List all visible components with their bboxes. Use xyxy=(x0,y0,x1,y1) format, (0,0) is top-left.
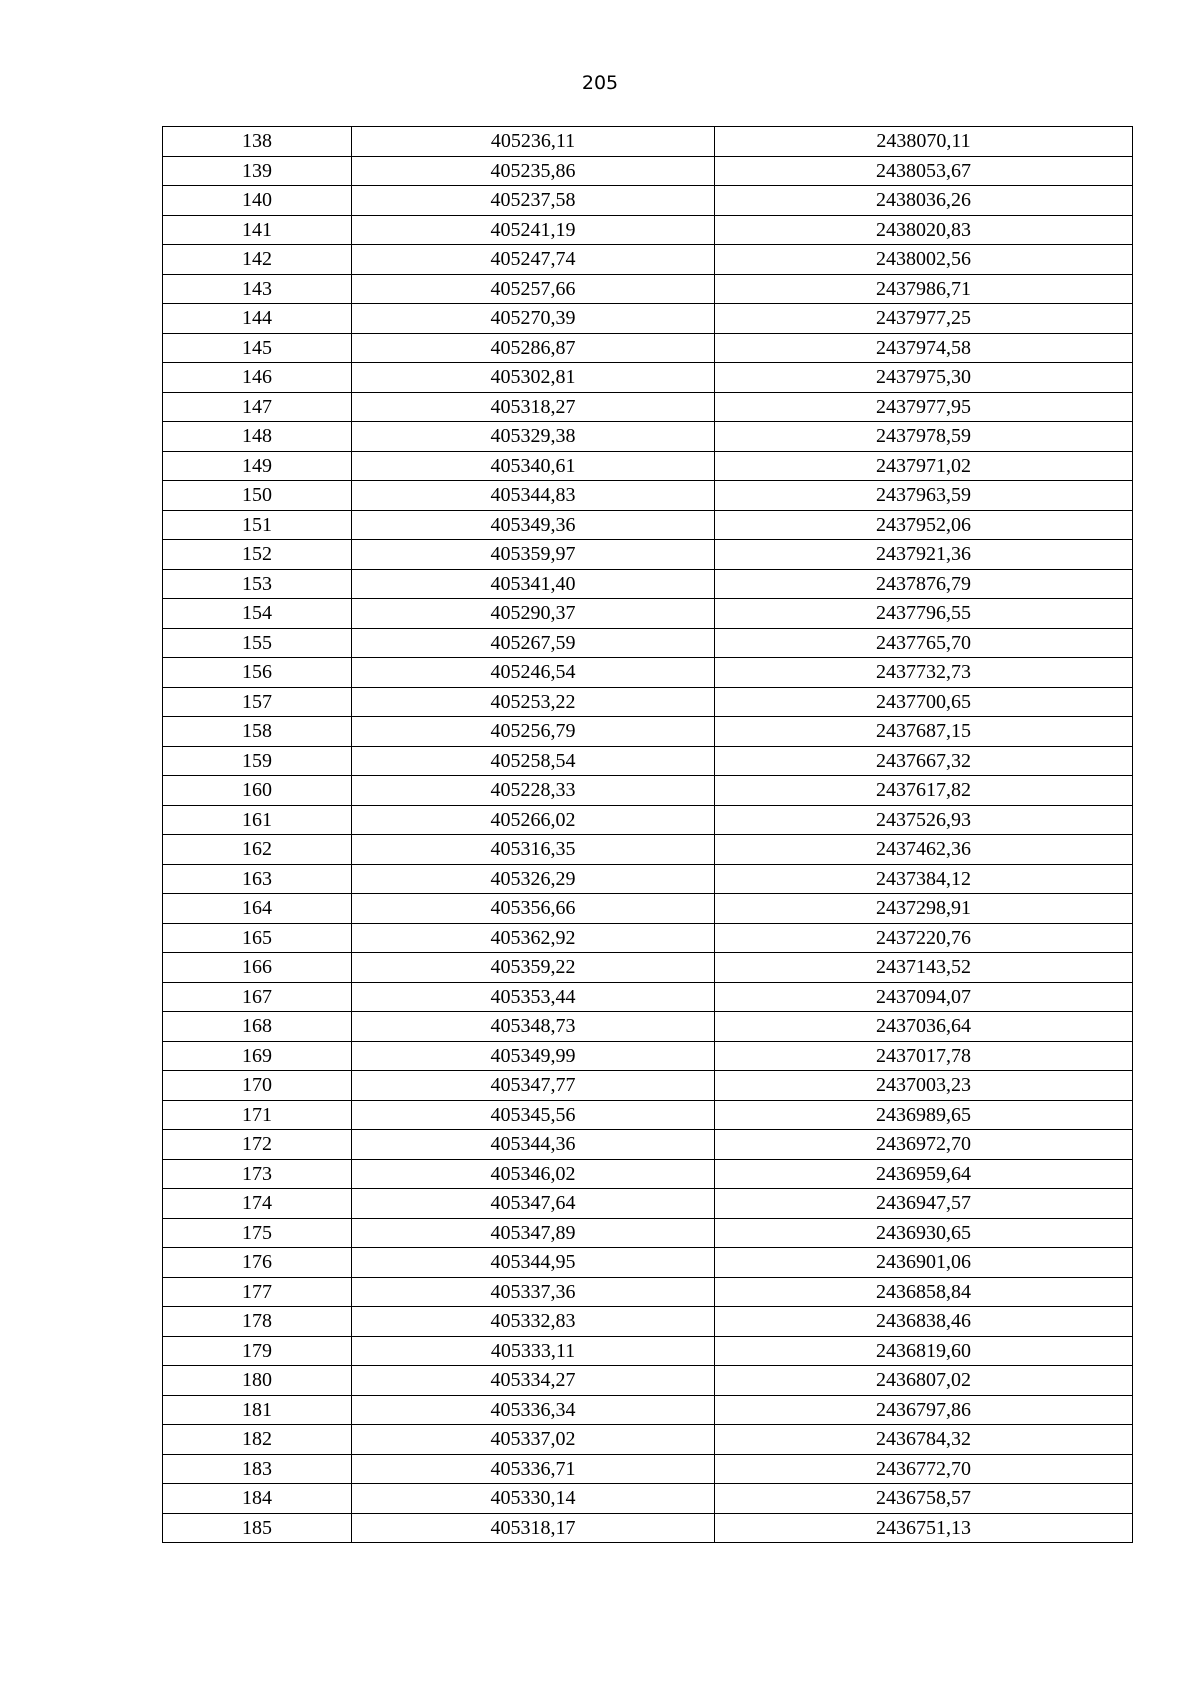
x-coordinate-cell: 405302,81 xyxy=(352,363,715,393)
x-coordinate-cell: 405345,56 xyxy=(352,1100,715,1130)
point-number-cell: 162 xyxy=(163,835,352,865)
point-number-cell: 140 xyxy=(163,186,352,216)
point-number-cell: 174 xyxy=(163,1189,352,1219)
point-number-cell: 160 xyxy=(163,776,352,806)
x-coordinate-cell: 405346,02 xyxy=(352,1159,715,1189)
x-coordinate-cell: 405353,44 xyxy=(352,982,715,1012)
x-coordinate-cell: 405334,27 xyxy=(352,1366,715,1396)
y-coordinate-cell: 2438020,83 xyxy=(715,215,1133,245)
point-number-cell: 154 xyxy=(163,599,352,629)
y-coordinate-cell: 2436989,65 xyxy=(715,1100,1133,1130)
x-coordinate-cell: 405336,34 xyxy=(352,1395,715,1425)
point-number-cell: 165 xyxy=(163,923,352,953)
y-coordinate-cell: 2437617,82 xyxy=(715,776,1133,806)
y-coordinate-cell: 2437732,73 xyxy=(715,658,1133,688)
y-coordinate-cell: 2437003,23 xyxy=(715,1071,1133,1101)
x-coordinate-cell: 405316,35 xyxy=(352,835,715,865)
y-coordinate-cell: 2436901,06 xyxy=(715,1248,1133,1278)
table-row xyxy=(163,835,1133,865)
x-coordinate-cell: 405235,86 xyxy=(352,156,715,186)
y-coordinate-cell: 2437978,59 xyxy=(715,422,1133,452)
table-row xyxy=(163,628,1133,658)
point-number-cell: 175 xyxy=(163,1218,352,1248)
x-coordinate-cell: 405253,22 xyxy=(352,687,715,717)
table-row xyxy=(163,274,1133,304)
point-number-cell: 149 xyxy=(163,451,352,481)
y-coordinate-cell: 2437298,91 xyxy=(715,894,1133,924)
point-number-cell: 156 xyxy=(163,658,352,688)
table-row xyxy=(163,894,1133,924)
x-coordinate-cell: 405326,29 xyxy=(352,864,715,894)
y-coordinate-cell: 2436807,02 xyxy=(715,1366,1133,1396)
x-coordinate-cell: 405329,38 xyxy=(352,422,715,452)
point-number-cell: 141 xyxy=(163,215,352,245)
coordinates-table xyxy=(162,126,1133,1543)
x-coordinate-cell: 405349,36 xyxy=(352,510,715,540)
x-coordinate-cell: 405267,59 xyxy=(352,628,715,658)
y-coordinate-cell: 2437700,65 xyxy=(715,687,1133,717)
point-number-cell: 148 xyxy=(163,422,352,452)
x-coordinate-cell: 405241,19 xyxy=(352,215,715,245)
x-coordinate-cell: 405344,83 xyxy=(352,481,715,511)
x-coordinate-cell: 405344,36 xyxy=(352,1130,715,1160)
table-row xyxy=(163,333,1133,363)
table-row xyxy=(163,1159,1133,1189)
table-row xyxy=(163,422,1133,452)
x-coordinate-cell: 405237,58 xyxy=(352,186,715,216)
table-row xyxy=(163,540,1133,570)
point-number-cell: 170 xyxy=(163,1071,352,1101)
point-number-cell: 171 xyxy=(163,1100,352,1130)
table-row xyxy=(163,1307,1133,1337)
table-row xyxy=(163,1189,1133,1219)
table-row xyxy=(163,805,1133,835)
table-row xyxy=(163,953,1133,983)
y-coordinate-cell: 2438002,56 xyxy=(715,245,1133,275)
table-row xyxy=(163,1366,1133,1396)
table-row xyxy=(163,1513,1133,1543)
x-coordinate-cell: 405348,73 xyxy=(352,1012,715,1042)
y-coordinate-cell: 2436772,70 xyxy=(715,1454,1133,1484)
y-coordinate-cell: 2437796,55 xyxy=(715,599,1133,629)
table-row xyxy=(163,245,1133,275)
point-number-cell: 185 xyxy=(163,1513,352,1543)
point-number-cell: 176 xyxy=(163,1248,352,1278)
coordinates-table-body xyxy=(163,127,1133,1543)
point-number-cell: 178 xyxy=(163,1307,352,1337)
y-coordinate-cell: 2437765,70 xyxy=(715,628,1133,658)
table-row xyxy=(163,658,1133,688)
point-number-cell: 179 xyxy=(163,1336,352,1366)
x-coordinate-cell: 405347,64 xyxy=(352,1189,715,1219)
y-coordinate-cell: 2437963,59 xyxy=(715,481,1133,511)
point-number-cell: 172 xyxy=(163,1130,352,1160)
x-coordinate-cell: 405356,66 xyxy=(352,894,715,924)
table-row xyxy=(163,451,1133,481)
point-number-cell: 145 xyxy=(163,333,352,363)
x-coordinate-cell: 405359,22 xyxy=(352,953,715,983)
y-coordinate-cell: 2437017,78 xyxy=(715,1041,1133,1071)
point-number-cell: 147 xyxy=(163,392,352,422)
point-number-cell: 168 xyxy=(163,1012,352,1042)
point-number-cell: 143 xyxy=(163,274,352,304)
point-number-cell: 164 xyxy=(163,894,352,924)
x-coordinate-cell: 405347,89 xyxy=(352,1218,715,1248)
y-coordinate-cell: 2437687,15 xyxy=(715,717,1133,747)
x-coordinate-cell: 405290,37 xyxy=(352,599,715,629)
table-row xyxy=(163,1248,1133,1278)
y-coordinate-cell: 2437526,93 xyxy=(715,805,1133,835)
table-row xyxy=(163,1071,1133,1101)
page-number: 205 xyxy=(581,72,619,94)
x-coordinate-cell: 405349,99 xyxy=(352,1041,715,1071)
y-coordinate-cell: 2437974,58 xyxy=(715,333,1133,363)
table-row xyxy=(163,1041,1133,1071)
point-number-cell: 183 xyxy=(163,1454,352,1484)
y-coordinate-cell: 2437667,32 xyxy=(715,746,1133,776)
y-coordinate-cell: 2437921,36 xyxy=(715,540,1133,570)
y-coordinate-cell: 2437975,30 xyxy=(715,363,1133,393)
table-row xyxy=(163,717,1133,747)
table-row xyxy=(163,569,1133,599)
table-row xyxy=(163,481,1133,511)
x-coordinate-cell: 405333,11 xyxy=(352,1336,715,1366)
table-row xyxy=(163,186,1133,216)
y-coordinate-cell: 2437986,71 xyxy=(715,274,1133,304)
y-coordinate-cell: 2436947,57 xyxy=(715,1189,1133,1219)
y-coordinate-cell: 2438053,67 xyxy=(715,156,1133,186)
point-number-cell: 155 xyxy=(163,628,352,658)
x-coordinate-cell: 405337,36 xyxy=(352,1277,715,1307)
point-number-cell: 150 xyxy=(163,481,352,511)
y-coordinate-cell: 2436784,32 xyxy=(715,1425,1133,1455)
table-row xyxy=(163,304,1133,334)
point-number-cell: 167 xyxy=(163,982,352,1012)
y-coordinate-cell: 2436838,46 xyxy=(715,1307,1133,1337)
table-row xyxy=(163,1012,1133,1042)
y-coordinate-cell: 2437971,02 xyxy=(715,451,1133,481)
y-coordinate-cell: 2437384,12 xyxy=(715,864,1133,894)
table-row xyxy=(163,1484,1133,1514)
table-row xyxy=(163,923,1133,953)
x-coordinate-cell: 405318,17 xyxy=(352,1513,715,1543)
table-row xyxy=(163,776,1133,806)
x-coordinate-cell: 405266,02 xyxy=(352,805,715,835)
y-coordinate-cell: 2437977,95 xyxy=(715,392,1133,422)
y-coordinate-cell: 2438070,11 xyxy=(715,127,1133,157)
table-row xyxy=(163,746,1133,776)
table-row xyxy=(163,363,1133,393)
point-number-cell: 161 xyxy=(163,805,352,835)
point-number-cell: 153 xyxy=(163,569,352,599)
x-coordinate-cell: 405347,77 xyxy=(352,1071,715,1101)
x-coordinate-cell: 405270,39 xyxy=(352,304,715,334)
y-coordinate-cell: 2436797,86 xyxy=(715,1395,1133,1425)
x-coordinate-cell: 405318,27 xyxy=(352,392,715,422)
x-coordinate-cell: 405362,92 xyxy=(352,923,715,953)
table-row xyxy=(163,1218,1133,1248)
table-row xyxy=(163,687,1133,717)
table-row xyxy=(163,215,1133,245)
table-row xyxy=(163,127,1133,157)
x-coordinate-cell: 405330,14 xyxy=(352,1484,715,1514)
y-coordinate-cell: 2436930,65 xyxy=(715,1218,1133,1248)
table-row xyxy=(163,1336,1133,1366)
y-coordinate-cell: 2436972,70 xyxy=(715,1130,1133,1160)
y-coordinate-cell: 2437876,79 xyxy=(715,569,1133,599)
table-row xyxy=(163,1130,1133,1160)
point-number-cell: 181 xyxy=(163,1395,352,1425)
y-coordinate-cell: 2437036,64 xyxy=(715,1012,1133,1042)
point-number-cell: 184 xyxy=(163,1484,352,1514)
point-number-cell: 180 xyxy=(163,1366,352,1396)
y-coordinate-cell: 2436751,13 xyxy=(715,1513,1133,1543)
y-coordinate-cell: 2436959,64 xyxy=(715,1159,1133,1189)
point-number-cell: 151 xyxy=(163,510,352,540)
y-coordinate-cell: 2436758,57 xyxy=(715,1484,1133,1514)
x-coordinate-cell: 405286,87 xyxy=(352,333,715,363)
x-coordinate-cell: 405337,02 xyxy=(352,1425,715,1455)
y-coordinate-cell: 2437462,36 xyxy=(715,835,1133,865)
point-number-cell: 157 xyxy=(163,687,352,717)
point-number-cell: 169 xyxy=(163,1041,352,1071)
y-coordinate-cell: 2437952,06 xyxy=(715,510,1133,540)
x-coordinate-cell: 405236,11 xyxy=(352,127,715,157)
point-number-cell: 146 xyxy=(163,363,352,393)
x-coordinate-cell: 405257,66 xyxy=(352,274,715,304)
table-row xyxy=(163,1277,1133,1307)
point-number-cell: 152 xyxy=(163,540,352,570)
y-coordinate-cell: 2437094,07 xyxy=(715,982,1133,1012)
table-row xyxy=(163,156,1133,186)
x-coordinate-cell: 405247,74 xyxy=(352,245,715,275)
x-coordinate-cell: 405359,97 xyxy=(352,540,715,570)
table-row xyxy=(163,510,1133,540)
y-coordinate-cell: 2436819,60 xyxy=(715,1336,1133,1366)
x-coordinate-cell: 405341,40 xyxy=(352,569,715,599)
table-row xyxy=(163,982,1133,1012)
point-number-cell: 182 xyxy=(163,1425,352,1455)
point-number-cell: 166 xyxy=(163,953,352,983)
x-coordinate-cell: 405332,83 xyxy=(352,1307,715,1337)
x-coordinate-cell: 405336,71 xyxy=(352,1454,715,1484)
table-row xyxy=(163,599,1133,629)
table-row xyxy=(163,1454,1133,1484)
y-coordinate-cell: 2438036,26 xyxy=(715,186,1133,216)
y-coordinate-cell: 2437143,52 xyxy=(715,953,1133,983)
y-coordinate-cell: 2437220,76 xyxy=(715,923,1133,953)
point-number-cell: 159 xyxy=(163,746,352,776)
point-number-cell: 142 xyxy=(163,245,352,275)
y-coordinate-cell: 2437977,25 xyxy=(715,304,1133,334)
y-coordinate-cell: 2436858,84 xyxy=(715,1277,1133,1307)
point-number-cell: 177 xyxy=(163,1277,352,1307)
table-row xyxy=(163,1395,1133,1425)
point-number-cell: 144 xyxy=(163,304,352,334)
point-number-cell: 138 xyxy=(163,127,352,157)
x-coordinate-cell: 405256,79 xyxy=(352,717,715,747)
x-coordinate-cell: 405258,54 xyxy=(352,746,715,776)
x-coordinate-cell: 405344,95 xyxy=(352,1248,715,1278)
point-number-cell: 173 xyxy=(163,1159,352,1189)
table-row xyxy=(163,1100,1133,1130)
x-coordinate-cell: 405340,61 xyxy=(352,451,715,481)
table-row xyxy=(163,864,1133,894)
table-row xyxy=(163,1425,1133,1455)
point-number-cell: 158 xyxy=(163,717,352,747)
table-row xyxy=(163,392,1133,422)
point-number-cell: 163 xyxy=(163,864,352,894)
x-coordinate-cell: 405228,33 xyxy=(352,776,715,806)
x-coordinate-cell: 405246,54 xyxy=(352,658,715,688)
point-number-cell: 139 xyxy=(163,156,352,186)
